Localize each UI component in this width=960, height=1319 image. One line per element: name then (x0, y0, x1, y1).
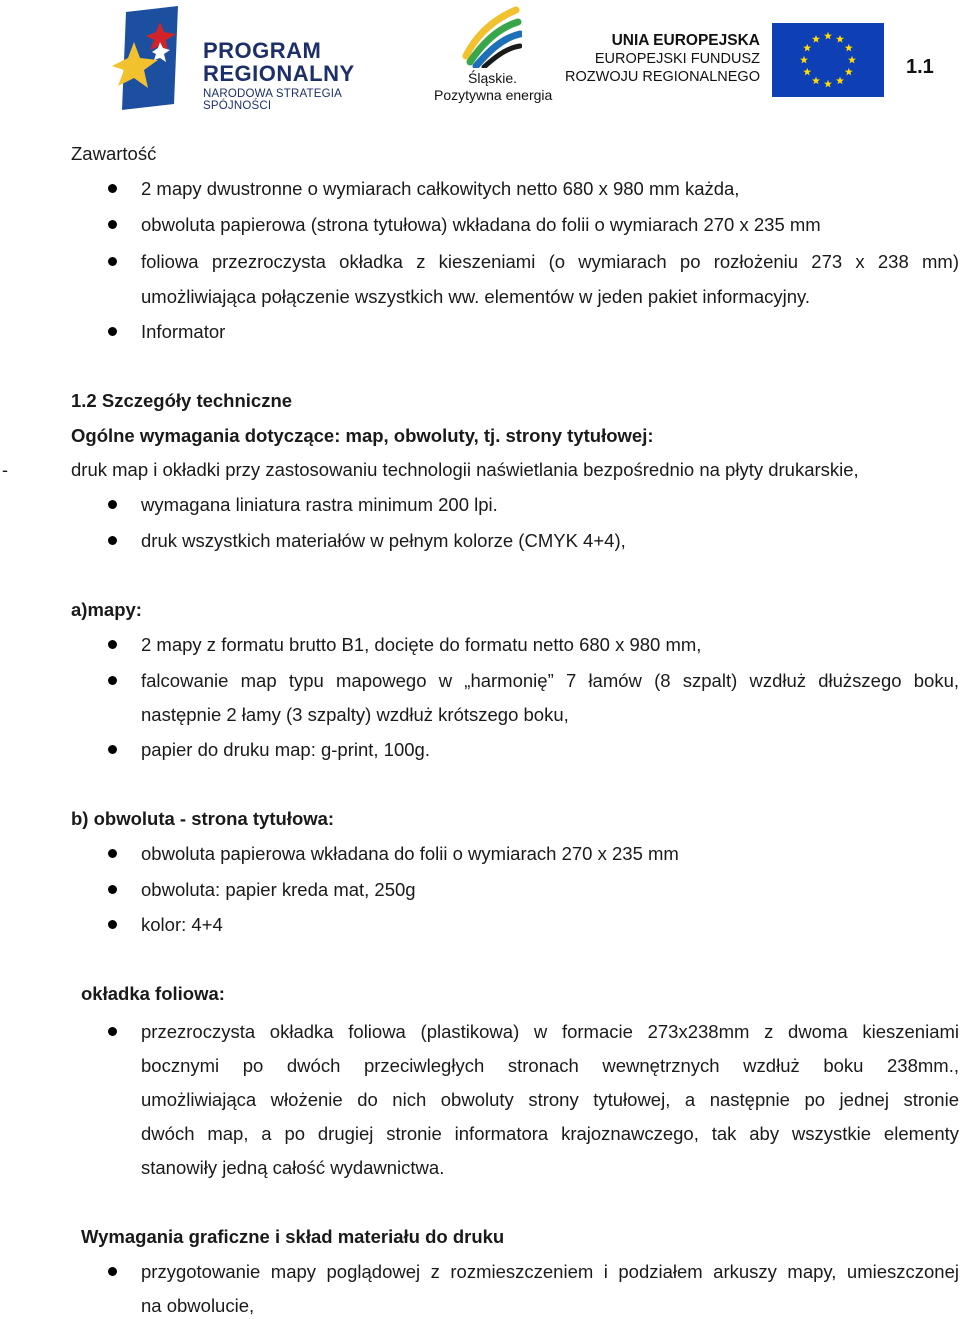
eu-star-icon (803, 68, 811, 76)
eu-star-icon (836, 35, 844, 43)
slaskie-slogan: Pozytywna energia (434, 87, 553, 103)
section-subheading: Ogólne wymagania dotyczące: map, obwoluty, tj. strony tytułowej: (71, 425, 654, 446)
list-item-continuation: na obwolucie, (141, 1295, 255, 1316)
eu-star-icon (836, 77, 844, 85)
section-heading: a)mapy: (71, 599, 142, 620)
bullet-icon (108, 640, 117, 649)
list-item-continuation: następnie 2 łamy (3 szpalty) wzdłuż krótszego boku, (141, 704, 569, 725)
section-heading: 1.2 Szczegóły techniczne (71, 390, 293, 411)
list-item: 2 mapy dwustronne o wymiarach całkowitych netto 680 x 980 mm każda, (141, 178, 740, 199)
bullet-icon (108, 536, 117, 545)
eu-star-icon (848, 56, 856, 64)
paragraph-line: bocznymi po dwóch przeciwległych stronach wewnętrznych wzdłuż boku 238mm., (141, 1055, 959, 1076)
slaskie-label: Śląskie. (468, 70, 518, 86)
list-item: 2 mapy z formatu brutto B1, docięte do formatu netto 680 x 980 mm, (141, 634, 702, 655)
strategia-subtitle: NARODOWA STRATEGIA SPÓJNOŚCI (203, 88, 342, 112)
program-regionalny-emblem-icon (108, 6, 200, 110)
list-item: Informator (141, 321, 226, 342)
section-heading: okładka foliowa: (81, 983, 225, 1004)
bullet-icon (108, 1267, 117, 1276)
eu-star-icon (800, 56, 808, 64)
slaskie-logo (432, 6, 552, 106)
list-item: kolor: 4+4 (141, 914, 223, 935)
list-item: przygotowanie mapy poglądowej z rozmieszczeniem i podziałem arkuszy mapy, umieszczonej (141, 1261, 959, 1282)
bullet-icon (108, 500, 117, 509)
bullet-icon (108, 849, 117, 858)
eu-star-icon (824, 80, 832, 88)
list-item-continuation: umożliwiająca połączenie wszystkich ww. elementów w jeden pakiet informacyjny. (141, 286, 811, 307)
paragraph-line: dwóch map, a po drugiej stronie informatora krajoznawczego, tak aby wszystkie elementy (141, 1123, 959, 1144)
list-item: wymagana liniatura rastra minimum 200 lpi. (141, 494, 498, 515)
regionalny-title: REGIONALNY (203, 61, 355, 86)
list-item: papier do druku map: g-print, 100g. (141, 739, 430, 760)
list-item: falcowanie map typu mapowego w „harmonię” 7 łamów (8 szpalt) wzdłuż dłuższego boku, (141, 670, 959, 691)
bullet-icon (108, 220, 117, 229)
page-header (0, 0, 960, 115)
list-item: obwoluta papierowa wkładana do folii o wymiarach 270 x 235 mm (141, 843, 679, 864)
bullet-icon (108, 327, 117, 336)
section-heading: b) obwoluta - strona tytułowa: (71, 808, 335, 829)
bullet-icon (108, 745, 117, 754)
heading-zawartosc: Zawartość (71, 143, 157, 164)
bullet-icon (108, 1027, 117, 1036)
eu-fund-label (565, 31, 760, 86)
bullet-icon (108, 885, 117, 894)
list-item: obwoluta: papier kreda mat, 250g (141, 879, 416, 900)
list-item: foliowa przezroczysta okładka z kieszeniami (o wymiarach po rozłożeniu 273 x 238 mm) (141, 251, 959, 272)
eu-fund-text: EUROPEJSKI FUNDUSZ (594, 51, 760, 67)
dash-marker: - (2, 460, 8, 480)
eu-star-icon (824, 32, 832, 40)
eu-star-icon (845, 44, 853, 52)
bullet-icon (108, 920, 117, 929)
paragraph-line: umożliwiająca włożenie do nich obwoluty strony tytułowej, a następnie po jednej stronie (141, 1089, 959, 1110)
eu-stars-icon (772, 23, 884, 97)
eu-union-text: UNIA EUROPEJSKA (611, 32, 760, 49)
eu-regional-text: ROZWOJU REGIONALNEGO (565, 69, 760, 85)
program-title: PROGRAM (203, 38, 322, 63)
eu-flag-icon (772, 23, 884, 97)
list-item: druk map i okładki przy zastosowaniu technologii naświetlania bezpośrednio na płyty drukarskie, (71, 459, 859, 480)
eu-star-icon (812, 77, 820, 85)
bullet-icon (108, 257, 117, 266)
paragraph-line: stanowiły jedną całość wydawnictwa. (141, 1157, 445, 1178)
slaskie-waves-icon (462, 6, 522, 68)
list-item: druk wszystkich materiałów w pełnym kolorze (CMYK 4+4), (141, 530, 626, 551)
list-item: obwoluta papierowa (strona tytułowa) wkładana do folii o wymiarach 270 x 235 mm (141, 214, 821, 235)
eu-star-icon (803, 44, 811, 52)
program-regionalny-logo (108, 6, 408, 110)
eu-star-icon (812, 35, 820, 43)
section-heading: Wymagania graficzne i skład materiału do druku (81, 1226, 505, 1247)
bullet-icon (108, 184, 117, 193)
bullet-icon (108, 676, 117, 685)
paragraph-line: przezroczysta okładka foliowa (plastikowa) w formacie 273x238mm z dwoma kieszeniami (141, 1021, 959, 1042)
eu-star-icon (845, 68, 853, 76)
page-number: 1.1 (906, 56, 934, 78)
